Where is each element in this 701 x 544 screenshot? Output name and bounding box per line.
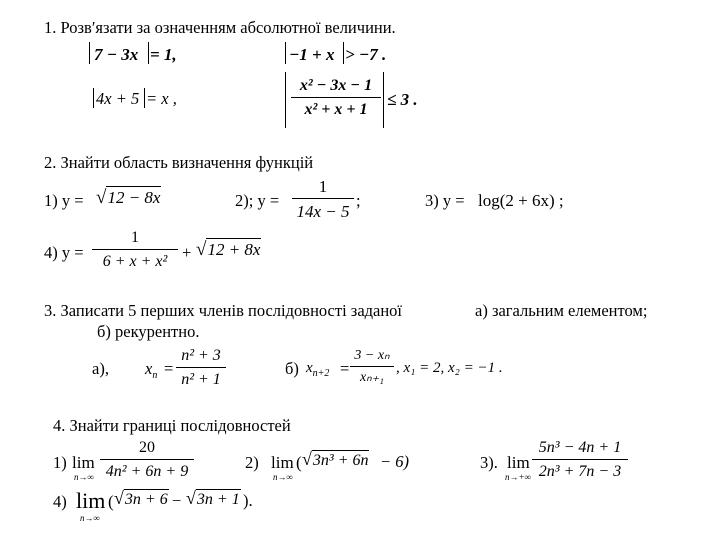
- l4-sqrt-1: [114, 489, 169, 508]
- lim-word: lim: [76, 488, 106, 513]
- section-1-title: 1. Розв′язати за означенням абсолютної величини.: [44, 18, 396, 37]
- l1-label: 1): [53, 453, 67, 472]
- lim-word: lim: [271, 453, 294, 472]
- fraction-bar: [532, 459, 628, 460]
- l2-open: (: [296, 453, 302, 472]
- eq3-rhs: = x ,: [146, 89, 177, 108]
- l4-label: 4): [53, 492, 67, 511]
- lim-subscript: n→∞: [80, 513, 100, 523]
- l1-numerator: 20: [139, 439, 155, 456]
- f4-plus: +: [182, 243, 192, 262]
- abs-bar-left: [89, 42, 90, 64]
- f3-expr: log(2 + 6x) ;: [478, 191, 564, 210]
- sqrt-icon: √: [114, 488, 124, 508]
- part-a-label: а),: [92, 359, 109, 378]
- sqrt-icon: √: [196, 239, 207, 260]
- b-denominator: xₙ₊₁: [359, 370, 385, 385]
- section-4-title: 4. Знайти границі послідовностей: [53, 416, 291, 435]
- f2-numerator: 1: [318, 177, 328, 196]
- b-eq: =: [340, 359, 350, 378]
- l3-label: 3).: [480, 453, 498, 472]
- f2-denominator: 14x − 5: [296, 202, 350, 221]
- eq3-inner: 4x + 5: [96, 89, 140, 108]
- f1-sqrt: [96, 188, 161, 207]
- section-3-line1: 3. Записати 5 перших членів послідовності заданої: [44, 301, 403, 320]
- sqrt-icon: √: [186, 488, 196, 508]
- fraction-bar: [350, 366, 394, 367]
- f4-label: 4) y =: [44, 243, 84, 262]
- option-b: б) рекурентно.: [97, 322, 200, 341]
- l4-sqrt-2: [186, 489, 241, 508]
- l4-close: ).: [243, 491, 253, 510]
- lim-subscript: n→∞: [273, 472, 293, 482]
- fraction-bar: [291, 97, 381, 98]
- l4-minus: −: [172, 491, 182, 510]
- lim-subscript: n→+∞: [505, 472, 531, 482]
- fraction-bar: [292, 198, 354, 199]
- sqrt-icon: √: [96, 187, 107, 208]
- f2-tail: ;: [356, 191, 361, 210]
- sqrt-icon: √: [302, 449, 312, 469]
- b-fraction: [350, 349, 394, 385]
- lim-subscript: n→∞: [74, 472, 94, 482]
- f4-denominator: 6 + x + x²: [102, 253, 168, 270]
- eq4-numerator: x² − 3x − 1: [299, 77, 373, 94]
- b-var: x: [306, 360, 313, 376]
- part-b-label: б): [285, 359, 299, 378]
- f4-fraction: [92, 230, 178, 270]
- l2-label: 2): [245, 453, 259, 472]
- b-lhs: [306, 360, 330, 379]
- eq2-rhs: > −7 .: [345, 45, 387, 64]
- eq2-inner: −1 + x: [289, 45, 335, 64]
- b-numerator: 3 − xₙ: [354, 348, 390, 363]
- f3-label: 3) y =: [425, 191, 465, 210]
- abs-bar-right: [144, 88, 145, 108]
- a-fraction: [176, 348, 226, 388]
- lim-word: lim: [72, 453, 95, 472]
- l2-radicand: 3n³ + 6n: [312, 452, 369, 469]
- l2-sqrt: [302, 450, 369, 469]
- section-2-title: 2. Знайти область визначення функцій: [44, 153, 314, 172]
- eq4-fraction: [291, 78, 381, 118]
- f4-sqrt: [196, 240, 261, 259]
- l3-denominator: 2n³ + 7n − 3: [538, 463, 622, 480]
- l3-numerator: 5n³ − 4n + 1: [538, 439, 622, 456]
- a-var: x: [145, 359, 153, 378]
- a-sub: n: [152, 370, 158, 381]
- lim-word: lim: [507, 453, 530, 472]
- f2-label: 2); y =: [235, 191, 280, 210]
- l4-open: (: [108, 492, 114, 511]
- b-tail: , x₁ = 2, x₂ = −1 .: [396, 360, 503, 376]
- f1-label: 1) y =: [44, 191, 84, 210]
- eq1-inner: 7 − 3x: [94, 45, 139, 64]
- f4-numerator: 1: [131, 229, 139, 246]
- f1-radicand: 12 − 8x: [107, 188, 161, 207]
- f2-fraction: [292, 178, 354, 220]
- l4-radicand-1: 3n + 6: [124, 491, 168, 508]
- f4-radicand: 12 + 8x: [207, 240, 261, 259]
- fraction-bar: [92, 249, 178, 250]
- abs-bar-right: [148, 42, 149, 64]
- option-a: а) загальним елементом;: [475, 301, 648, 320]
- eq4-rhs: ≤ 3 .: [387, 90, 418, 109]
- l1-fraction: [100, 440, 194, 480]
- fraction-bar: [100, 459, 194, 460]
- b-sub: n+2: [312, 368, 330, 379]
- abs-bar-left: [93, 88, 94, 108]
- l2-tail: − 6): [380, 452, 410, 471]
- abs-bar-right: [343, 42, 344, 64]
- l1-denominator: 4n² + 6n + 9: [105, 463, 189, 480]
- eq4-denominator: x² + x + 1: [304, 101, 368, 118]
- a-lhs: [145, 359, 158, 381]
- fraction-bar: [176, 367, 226, 368]
- eq1-rhs: = 1,: [150, 45, 177, 64]
- a-eq: =: [164, 359, 174, 378]
- abs-bar-right: [383, 72, 384, 128]
- l3-fraction: [532, 440, 628, 480]
- abs-bar-left: [285, 42, 286, 64]
- abs-bar-left: [285, 72, 286, 128]
- a-denominator: n² + 1: [181, 371, 221, 388]
- l4-radicand-2: 3n + 1: [196, 491, 240, 508]
- a-numerator: n² + 3: [181, 347, 221, 364]
